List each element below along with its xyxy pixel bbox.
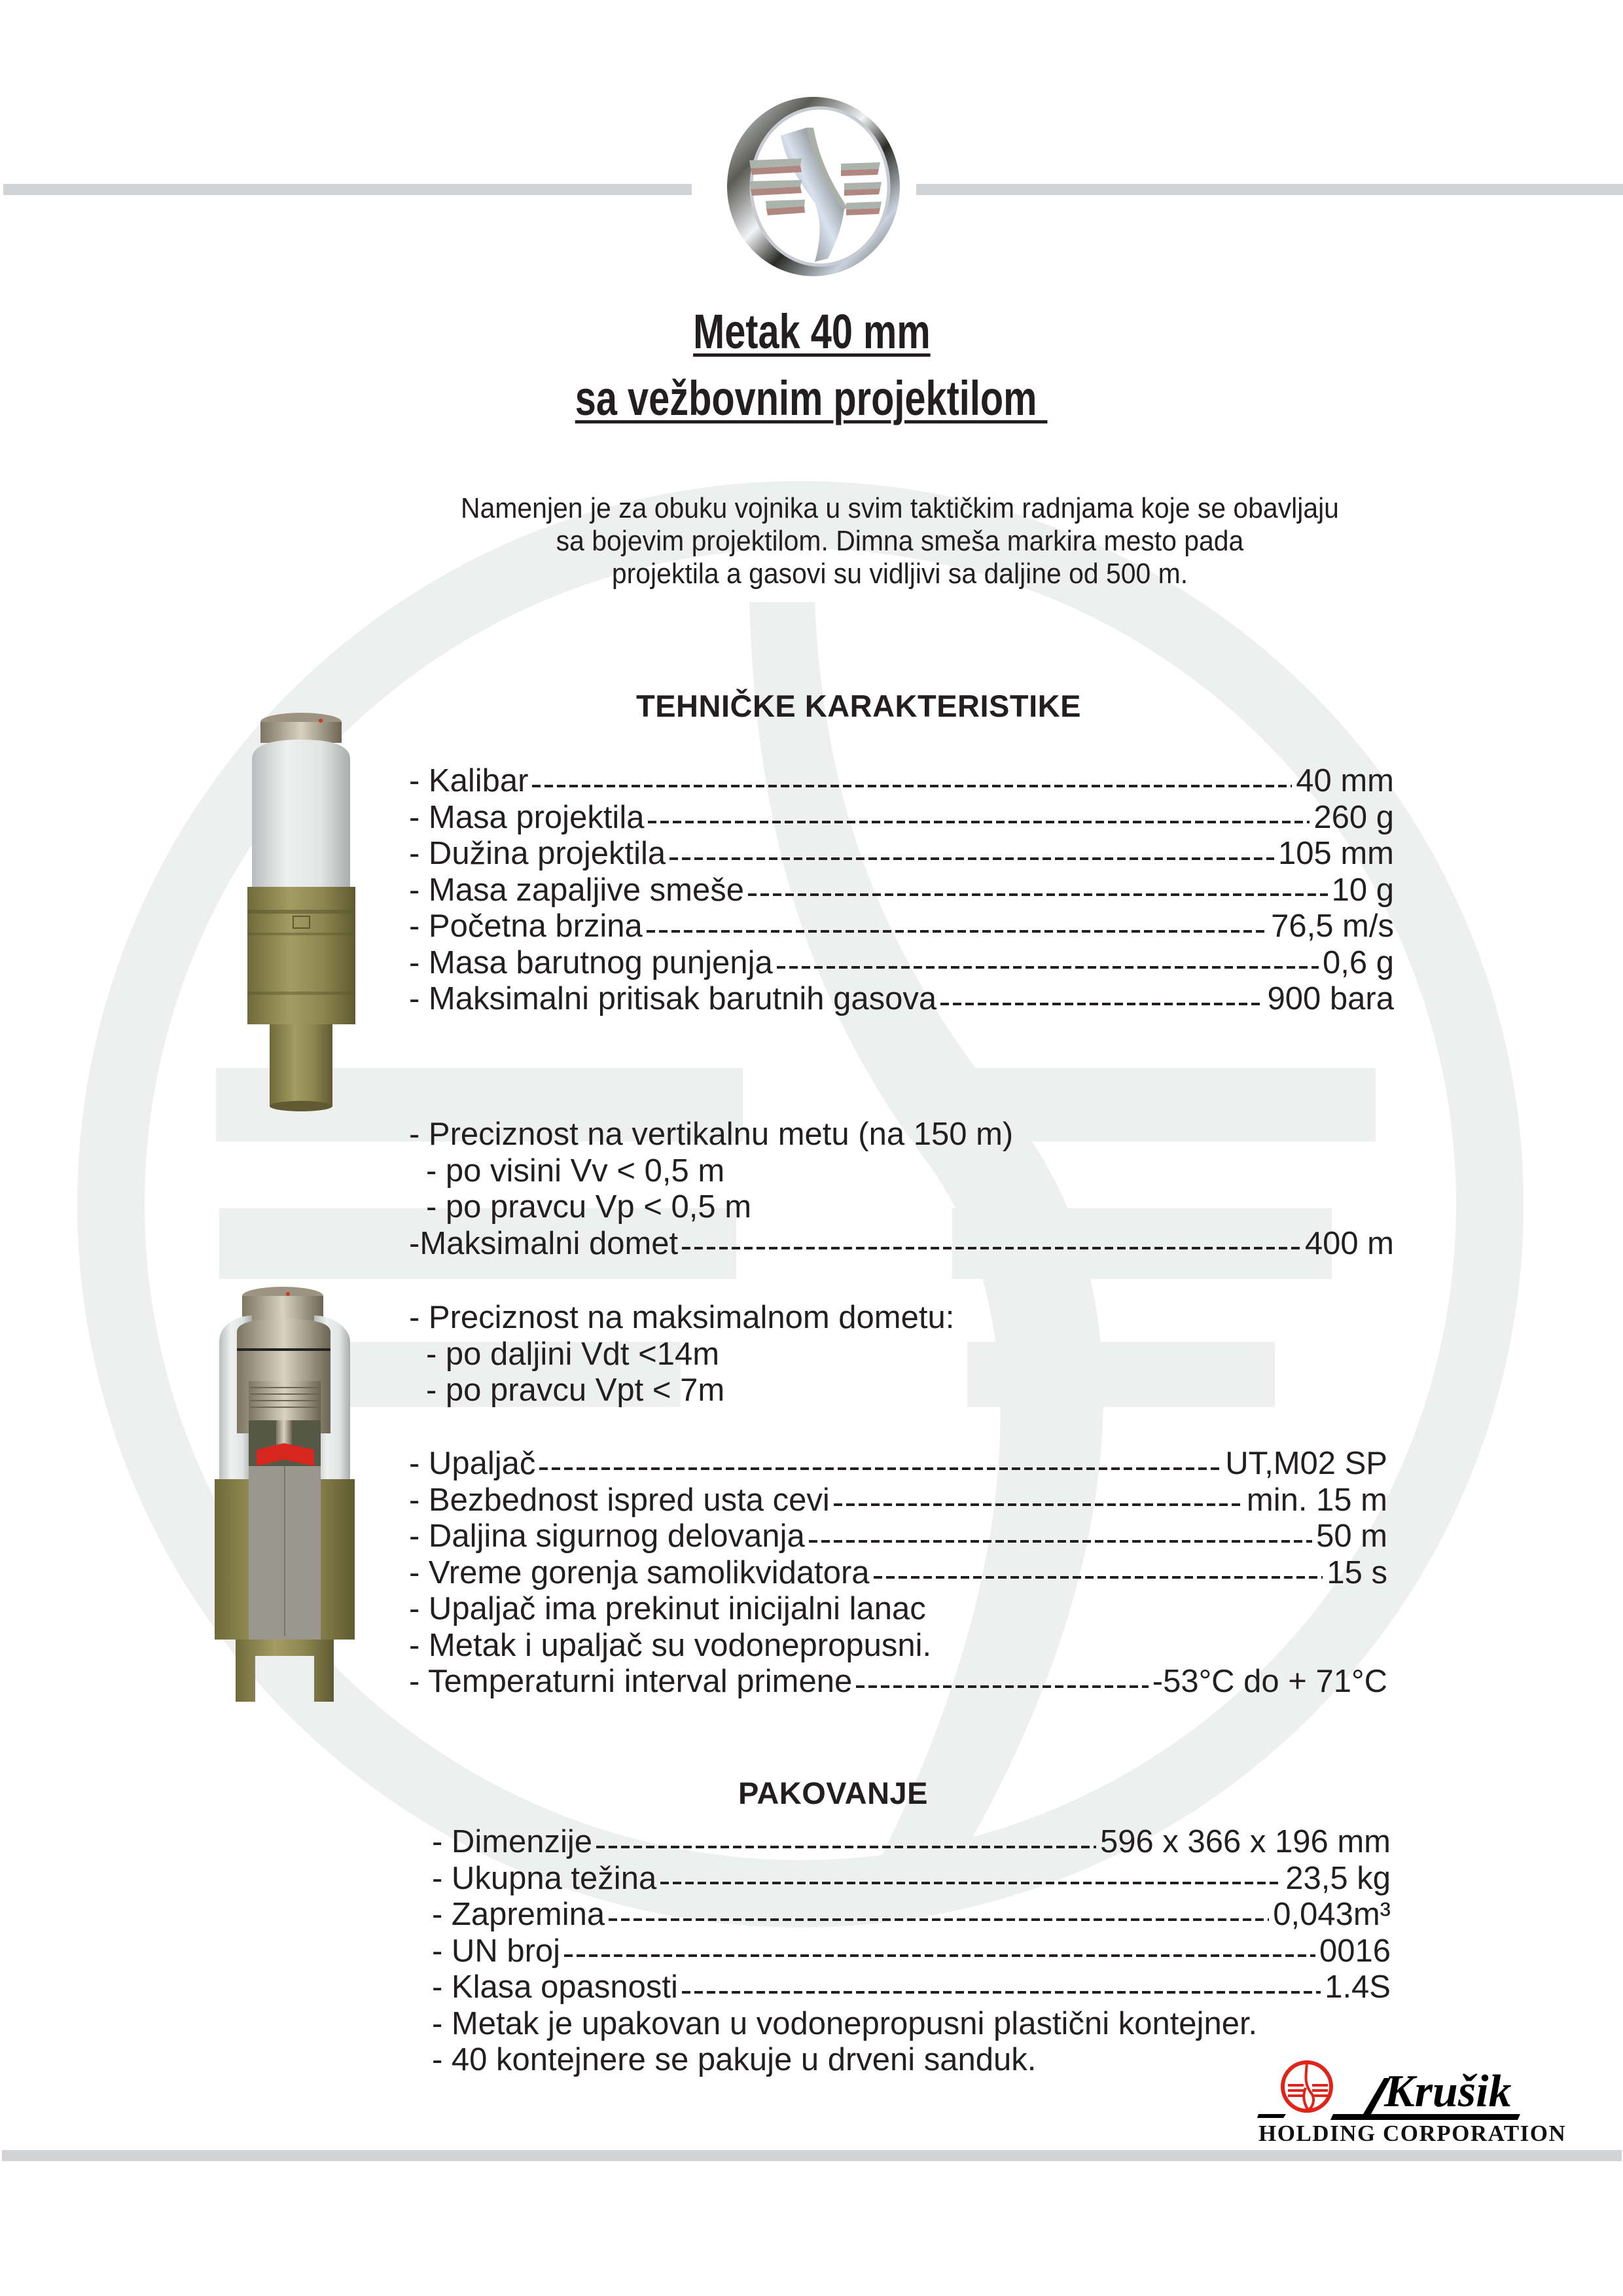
spec-value: 260 g xyxy=(1313,799,1394,835)
precision-max-title: - Preciznost na maksimalnom dometu: xyxy=(409,1300,955,1335)
spec-label: - Vreme gorenja samolikvidatora xyxy=(409,1554,870,1590)
title-line1-text: Metak 40 mm xyxy=(692,304,931,359)
krusik-footer-logo xyxy=(1253,2055,1567,2146)
spec-value: 105 mm xyxy=(1277,836,1394,871)
precision-vertical-item: - po visini Vv < 0,5 m xyxy=(426,1153,725,1189)
krusik-wordmark-icon xyxy=(1253,2055,1528,2121)
dash-leader xyxy=(777,966,1319,969)
dash-leader xyxy=(809,1540,1312,1543)
page-title-line2 xyxy=(0,371,1623,425)
packaging-label: - Dimenzije xyxy=(432,1824,593,1859)
spec-value: 900 bara xyxy=(1267,981,1394,1016)
spec-label: - Početna brzina xyxy=(409,908,643,944)
dash-leader xyxy=(532,785,1292,787)
title-line2-text: sa vežbovnim projektilom xyxy=(575,371,1048,425)
spec-value: 40 mm xyxy=(1296,763,1394,798)
packaging-row xyxy=(432,1824,1391,1861)
spec-label: - Bezbednost ispred usta cevi xyxy=(409,1482,830,1518)
page-title-line1 xyxy=(0,304,1623,359)
description xyxy=(366,492,1433,590)
dash-leader xyxy=(682,1247,1301,1249)
spec-value: UT,M02 SP xyxy=(1225,1446,1387,1481)
spec-label: - Daljina sigurnog delovanja xyxy=(409,1518,805,1554)
dash-leader xyxy=(834,1503,1243,1506)
spec-row-max-range xyxy=(409,1226,1394,1263)
dash-leader xyxy=(564,1954,1315,1957)
packaging-row xyxy=(432,1933,1391,1970)
spec-row xyxy=(409,763,1394,800)
spec-row xyxy=(409,836,1394,872)
spec-row-temperature xyxy=(409,1664,1387,1700)
spec-row xyxy=(409,908,1394,945)
packaging-value: 0,043m³ xyxy=(1273,1897,1391,1932)
spec-value: 50 m xyxy=(1316,1518,1387,1554)
spec-value: 76,5 m/s xyxy=(1271,908,1394,944)
krusik-emblem-logo-icon xyxy=(723,95,903,278)
spec-row xyxy=(409,981,1394,1018)
packaging-note: - Metak je upakovan u vodonepropusni plastični kontejner. xyxy=(432,2005,1258,2041)
holding-corporation-label: HOLDING CORPORATION xyxy=(1258,2121,1567,2146)
packaging-value: 1.4S xyxy=(1325,1969,1391,2005)
dash-leader xyxy=(669,857,1274,860)
spec-row xyxy=(409,945,1394,982)
packaging-list xyxy=(432,1824,1391,2079)
packaging-note: - 40 kontejnere se pakuje u drveni sanduk. xyxy=(432,2042,1037,2077)
spec-list-main xyxy=(409,763,1394,1018)
packaging-label: - Zapremina xyxy=(432,1897,605,1932)
spec-row xyxy=(409,1555,1387,1592)
packaging-label: - Ukupna težina xyxy=(432,1860,657,1896)
dash-leader xyxy=(748,893,1328,896)
packaging-heading: PAKOVANJE xyxy=(738,1776,929,1810)
dash-leader xyxy=(874,1576,1323,1579)
precision-max-item: - po daljini Vdt <14m xyxy=(426,1336,720,1372)
header-bar-left xyxy=(3,184,692,195)
packaging-row xyxy=(432,1861,1391,1897)
precision-vertical-item: - po pravcu Vp < 0,5 m xyxy=(426,1189,752,1225)
spec-label: - Masa barutnog punjenja xyxy=(409,944,773,980)
description-line: projektila a gasovi su vidljivi sa daljine od 500 m. xyxy=(611,558,1188,590)
precision-max-item: - po pravcu Vpt < 7m xyxy=(426,1372,725,1408)
spec-value: min. 15 m xyxy=(1246,1482,1387,1518)
spec-value: -53°C do + 71°C xyxy=(1152,1664,1387,1699)
spec-label: - Kalibar xyxy=(409,763,529,798)
packaging-label: - Klasa opasnosti xyxy=(432,1969,678,2005)
spec-value: 15 s xyxy=(1327,1554,1387,1590)
dash-leader xyxy=(648,821,1310,823)
packaging-row xyxy=(432,1969,1391,2006)
spec-row xyxy=(409,1518,1387,1555)
spec-row xyxy=(409,1446,1387,1482)
dash-leader xyxy=(940,1003,1263,1005)
spec-label: - Dužina projektila xyxy=(409,836,666,871)
dash-leader xyxy=(682,1991,1321,1994)
spec-label: - Temperaturni interval primene xyxy=(409,1664,853,1699)
projectile-cutaway-photo xyxy=(196,1270,373,1708)
spec-value: 0,6 g xyxy=(1323,944,1394,980)
spec-value: 10 g xyxy=(1331,872,1394,908)
dash-leader xyxy=(647,930,1267,933)
spec-row xyxy=(409,1482,1387,1519)
packaging-value: 23,5 kg xyxy=(1285,1860,1391,1896)
spec-list-fuse xyxy=(409,1446,1387,1700)
spec-list-precision-max xyxy=(409,1300,1394,1409)
description-line: sa bojevim projektilom. Dimna smeša markira mesto pada xyxy=(556,525,1244,557)
footer-bar xyxy=(2,2150,1622,2161)
dash-leader xyxy=(596,1846,1096,1848)
spec-label: - Maksimalni pritisak barutnih gasova xyxy=(409,981,937,1016)
spec-list-precision xyxy=(409,1117,1394,1262)
description-line: Namenjen je za obuku vojnika u svim taktičkim radnjama koje se obavljaju xyxy=(461,492,1339,524)
spec-label: - Upaljač xyxy=(409,1446,536,1481)
dash-leader xyxy=(539,1467,1221,1470)
packaging-row xyxy=(432,1897,1391,1933)
spec-value: 400 m xyxy=(1304,1225,1394,1261)
dash-leader xyxy=(660,1882,1281,1884)
spec-label: - Masa zapaljive smeše xyxy=(409,872,744,908)
packaging-value: 596 x 366 x 196 mm xyxy=(1100,1824,1391,1859)
spec-label: -Maksimalni domet xyxy=(409,1225,679,1261)
spec-note: - Metak i upaljač su vodonepropusni. xyxy=(409,1627,932,1663)
header-bar-right xyxy=(916,184,1623,195)
packaging-label: - UN broj xyxy=(432,1933,561,1969)
spec-note: - Upaljač ima prekinut inicijalni lanac xyxy=(409,1591,926,1626)
precision-vertical-title: - Preciznost na vertikalnu metu (na 150 m) xyxy=(409,1117,1014,1152)
dash-leader xyxy=(856,1685,1149,1688)
dash-leader xyxy=(609,1918,1269,1921)
brand-name: Krušik xyxy=(1384,2066,1512,2117)
technical-heading: TEHNIČKE KARAKTERISTIKE xyxy=(636,689,1081,723)
spec-label: - Masa projektila xyxy=(409,799,645,835)
spec-row xyxy=(409,800,1394,836)
training-projectile-photo xyxy=(223,697,380,1116)
spec-row xyxy=(409,872,1394,909)
packaging-value: 0016 xyxy=(1319,1933,1391,1969)
